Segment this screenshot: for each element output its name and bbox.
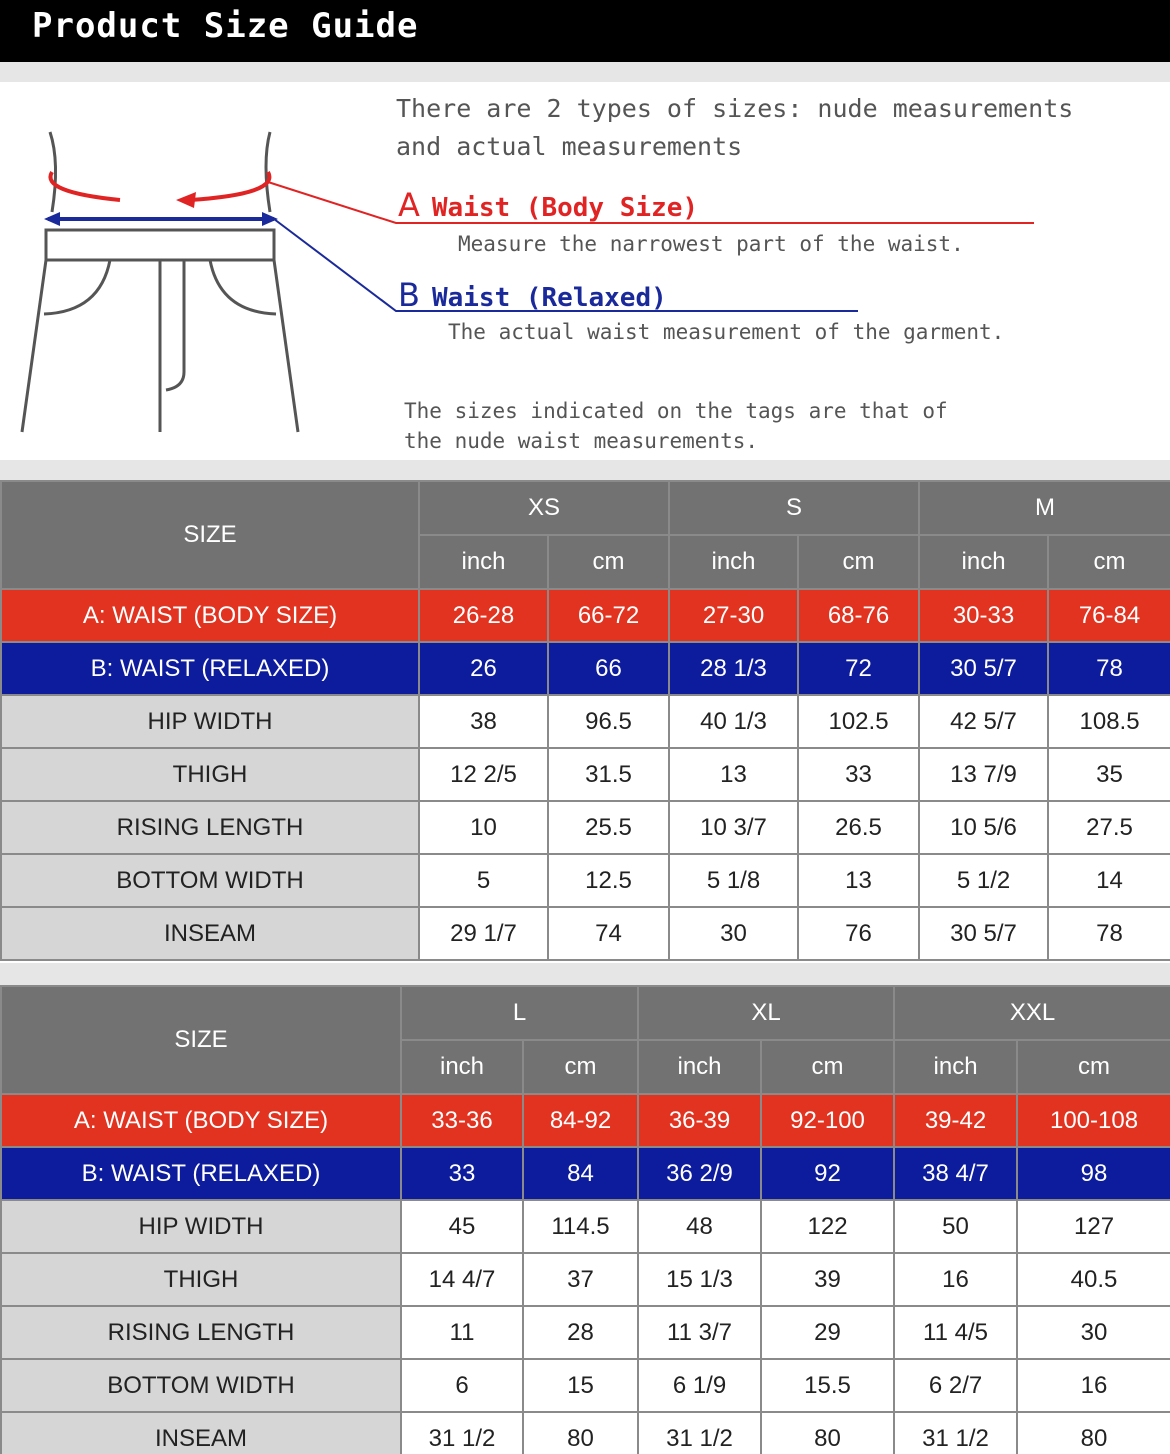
label-b-description: The actual waist measurement of the garment.	[448, 320, 1005, 344]
table-cell: 15.5	[761, 1359, 894, 1412]
table-cell: 114.5	[523, 1200, 638, 1253]
table-cell: 72	[798, 642, 919, 695]
table-cell: 26.5	[798, 801, 919, 854]
table-cell: 6	[401, 1359, 523, 1412]
table-cell: 102.5	[798, 695, 919, 748]
label-b-letter: B	[398, 276, 420, 314]
table-cell: 31 1/2	[894, 1412, 1017, 1454]
table-cell: 27-30	[669, 589, 798, 642]
table-cell: 48	[638, 1200, 761, 1253]
note-line-2: the nude waist measurements.	[404, 429, 759, 453]
table-cell: 30	[669, 907, 798, 960]
table-cell: 80	[523, 1412, 638, 1454]
unit-header: inch	[638, 1040, 761, 1094]
unit-header: inch	[419, 535, 548, 589]
table-cell: 13	[669, 748, 798, 801]
table-cell: 14	[1048, 854, 1170, 907]
size-name: M	[919, 481, 1170, 535]
label-b-title: Waist (Relaxed)	[431, 283, 667, 313]
table-cell: 15 1/3	[638, 1253, 761, 1306]
table-cell: 30 5/7	[919, 907, 1048, 960]
unit-header: inch	[669, 535, 798, 589]
label-a-title: Waist (Body Size)	[431, 193, 698, 223]
table-cell: 38	[419, 695, 548, 748]
table-cell: 33	[401, 1147, 523, 1200]
unit-header: cm	[548, 535, 669, 589]
row-label: HIP WIDTH	[1, 695, 419, 748]
table-cell: 84-92	[523, 1094, 638, 1147]
table-cell: 6 2/7	[894, 1359, 1017, 1412]
table-cell: 29 1/7	[419, 907, 548, 960]
divider	[0, 62, 1170, 82]
unit-header: inch	[401, 1040, 523, 1094]
table-cell: 50	[894, 1200, 1017, 1253]
table-cell: 108.5	[1048, 695, 1170, 748]
intro-text	[396, 90, 1073, 166]
table-row	[1, 1200, 1170, 1253]
table-row	[1, 1306, 1170, 1359]
table-cell: 76	[798, 907, 919, 960]
table-cell: 13 7/9	[919, 748, 1048, 801]
label-a-letter: A	[398, 186, 420, 224]
table-cell: 16	[1017, 1359, 1170, 1412]
size-name: XL	[638, 986, 894, 1040]
table-row	[1, 748, 1170, 801]
table-cell: 84	[523, 1147, 638, 1200]
page-title: Product Size Guide	[32, 6, 419, 46]
note-line-1: The sizes indicated on the tags are that of	[404, 399, 948, 423]
table-cell: 92-100	[761, 1094, 894, 1147]
table-cell: 31 1/2	[638, 1412, 761, 1454]
table-cell: 37	[523, 1253, 638, 1306]
table-cell: 38 4/7	[894, 1147, 1017, 1200]
table-cell: 12.5	[548, 854, 669, 907]
table-cell: 11 3/7	[638, 1306, 761, 1359]
size-table-2	[0, 985, 1170, 1454]
size-table-1	[0, 480, 1170, 961]
label-b	[398, 276, 667, 314]
table-cell: 28 1/3	[669, 642, 798, 695]
table-cell: 76-84	[1048, 589, 1170, 642]
table-cell: 12 2/5	[419, 748, 548, 801]
table-cell: 66-72	[548, 589, 669, 642]
table-cell: 26-28	[419, 589, 548, 642]
table-cell: 26	[419, 642, 548, 695]
table-row	[1, 1253, 1170, 1306]
label-a-description: Measure the narrowest part of the waist.	[458, 232, 964, 256]
unit-header: cm	[1017, 1040, 1170, 1094]
table-cell: 78	[1048, 642, 1170, 695]
table-cell: 122	[761, 1200, 894, 1253]
table-cell: 96.5	[548, 695, 669, 748]
size-header: SIZE	[1, 481, 419, 589]
row-label: HIP WIDTH	[1, 1200, 401, 1253]
table-cell: 92	[761, 1147, 894, 1200]
table-cell: 78	[1048, 907, 1170, 960]
header-bar	[0, 0, 1170, 62]
table-row	[1, 1094, 1170, 1147]
table-cell: 25.5	[548, 801, 669, 854]
waist-diagram	[0, 82, 1170, 460]
table-cell: 13	[798, 854, 919, 907]
table-cell: 127	[1017, 1200, 1170, 1253]
size-name: L	[401, 986, 638, 1040]
table-cell: 10 5/6	[919, 801, 1048, 854]
table-cell: 29	[761, 1306, 894, 1359]
table-cell: 30 5/7	[919, 642, 1048, 695]
table-cell: 11	[401, 1306, 523, 1359]
table-cell: 35	[1048, 748, 1170, 801]
table-cell: 33	[798, 748, 919, 801]
size-header: SIZE	[1, 986, 401, 1094]
unit-header: inch	[919, 535, 1048, 589]
size-name: XS	[419, 481, 669, 535]
table-cell: 42 5/7	[919, 695, 1048, 748]
table-cell: 14 4/7	[401, 1253, 523, 1306]
table-cell: 5 1/2	[919, 854, 1048, 907]
table-cell: 80	[761, 1412, 894, 1454]
intro-line-1: There are 2 types of sizes: nude measurements	[396, 94, 1074, 123]
size-name: S	[669, 481, 919, 535]
row-label: B: WAIST (RELAXED)	[1, 642, 419, 695]
unit-header: cm	[523, 1040, 638, 1094]
table-cell: 40 1/3	[669, 695, 798, 748]
row-label: BOTTOM WIDTH	[1, 1359, 401, 1412]
table-row	[1, 907, 1170, 960]
table-cell: 31 1/2	[401, 1412, 523, 1454]
table-cell: 74	[548, 907, 669, 960]
table-cell: 39-42	[894, 1094, 1017, 1147]
row-label: INSEAM	[1, 1412, 401, 1454]
table-cell: 10	[419, 801, 548, 854]
table-cell: 40.5	[1017, 1253, 1170, 1306]
table-cell: 5	[419, 854, 548, 907]
table-row	[1, 854, 1170, 907]
row-label: B: WAIST (RELAXED)	[1, 1147, 401, 1200]
table-cell: 66	[548, 642, 669, 695]
table-cell: 36 2/9	[638, 1147, 761, 1200]
divider	[0, 963, 1170, 985]
table-row	[1, 695, 1170, 748]
row-label: A: WAIST (BODY SIZE)	[1, 1094, 401, 1147]
table-cell: 30	[1017, 1306, 1170, 1359]
label-a	[398, 186, 698, 224]
table-cell: 30-33	[919, 589, 1048, 642]
table-cell: 68-76	[798, 589, 919, 642]
unit-header: cm	[1048, 535, 1170, 589]
unit-header: cm	[761, 1040, 894, 1094]
table-cell: 31.5	[548, 748, 669, 801]
table-cell: 28	[523, 1306, 638, 1359]
row-label: BOTTOM WIDTH	[1, 854, 419, 907]
table-cell: 39	[761, 1253, 894, 1306]
row-label: THIGH	[1, 748, 419, 801]
row-label: INSEAM	[1, 907, 419, 960]
row-label: RISING LENGTH	[1, 801, 419, 854]
table-row	[1, 801, 1170, 854]
table-cell: 10 3/7	[669, 801, 798, 854]
table-row	[1, 642, 1170, 695]
row-label: RISING LENGTH	[1, 1306, 401, 1359]
intro-line-2: and actual measurements	[396, 132, 743, 161]
table-cell: 36-39	[638, 1094, 761, 1147]
divider	[0, 460, 1170, 480]
table-row	[1, 1359, 1170, 1412]
size-name: XXL	[894, 986, 1170, 1040]
unit-header: inch	[894, 1040, 1017, 1094]
unit-header: cm	[798, 535, 919, 589]
table-cell: 6 1/9	[638, 1359, 761, 1412]
table-row	[1, 1147, 1170, 1200]
table-cell: 80	[1017, 1412, 1170, 1454]
table-row	[1, 1412, 1170, 1454]
row-label: A: WAIST (BODY SIZE)	[1, 589, 419, 642]
table-cell: 27.5	[1048, 801, 1170, 854]
table-cell: 11 4/5	[894, 1306, 1017, 1359]
row-label: THIGH	[1, 1253, 401, 1306]
table-row	[1, 589, 1170, 642]
table-cell: 33-36	[401, 1094, 523, 1147]
table-cell: 45	[401, 1200, 523, 1253]
table-cell: 5 1/8	[669, 854, 798, 907]
table-cell: 16	[894, 1253, 1017, 1306]
tag-note	[404, 396, 948, 456]
table-cell: 100-108	[1017, 1094, 1170, 1147]
table-cell: 15	[523, 1359, 638, 1412]
table-cell: 98	[1017, 1147, 1170, 1200]
